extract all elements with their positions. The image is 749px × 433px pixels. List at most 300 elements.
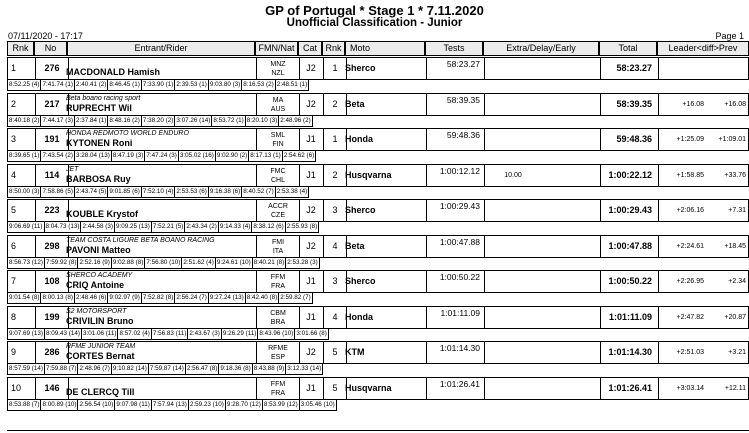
- lap-time: 8:56.73 (12): [7, 258, 45, 269]
- row-main: [7, 235, 749, 258]
- column-divider: [35, 94, 36, 115]
- motorcycle-brand: Husqvarna: [345, 382, 392, 393]
- extra-penalty: [493, 307, 533, 328]
- prev-diff: +1:09.01: [718, 136, 746, 143]
- col-moto: Moto: [345, 41, 425, 56]
- column-divider: [426, 94, 427, 115]
- motorcycle-brand: Beta: [345, 98, 365, 109]
- lap-time: 2:56.54 (10): [77, 400, 115, 411]
- page-subtitle: Unofficial Classification - Junior: [286, 17, 463, 29]
- lap-time: 2:48.46 (6): [74, 293, 108, 304]
- lap-time: 2:55.93 (8): [285, 222, 319, 233]
- lap-time: 8:39.65 (1): [7, 151, 41, 162]
- bib-number: 191: [44, 134, 60, 144]
- column-divider: [484, 271, 485, 292]
- lap-time: 8:48.16 (2): [107, 116, 141, 127]
- prev-diff: +18.45: [724, 242, 746, 250]
- rank: 4: [11, 169, 17, 180]
- leader-diff: [658, 58, 704, 79]
- lap-time: 9:06.69 (11): [7, 222, 45, 233]
- lap-time: 8:42.40 (8): [245, 293, 279, 304]
- total-time: 59:48.36: [616, 134, 652, 144]
- column-divider: [484, 342, 485, 363]
- rank: 5: [11, 205, 17, 215]
- rider-name: KYTONEN Roni: [66, 138, 133, 148]
- prev-diff: +12.11: [724, 384, 746, 392]
- column-divider: [600, 307, 601, 328]
- tests-time: 1:01:14.30: [439, 343, 480, 353]
- column-divider: [426, 307, 427, 328]
- column-divider: [484, 94, 485, 115]
- lap-times: [7, 116, 312, 127]
- lap-times: [7, 80, 308, 91]
- rank: 7: [11, 276, 17, 286]
- lap-time: 8:09.43 (14): [44, 329, 82, 340]
- rider-name: BARBOSA Ruy: [66, 173, 131, 184]
- lap-time: 8:47.19 (3): [111, 151, 145, 162]
- row-main: [7, 57, 749, 80]
- table-row: [7, 341, 749, 375]
- lap-time: 2:43.74 (5): [74, 187, 108, 198]
- bib-number: 146: [44, 382, 60, 393]
- lap-time: 9:09.25 (13): [114, 222, 152, 233]
- lap-time: 2:48.96 (7): [77, 364, 111, 375]
- category-rank: 4: [332, 240, 338, 251]
- leader-diff: +2:26.95: [676, 278, 704, 285]
- column-divider: [600, 342, 601, 363]
- column-divider: [600, 378, 601, 399]
- column-divider: [484, 165, 485, 186]
- nationality: FIN: [272, 141, 284, 148]
- lap-times: [7, 258, 319, 269]
- lap-time: 8:57.02 (4): [117, 329, 151, 340]
- lap-time: 9:02.97 (9): [107, 293, 141, 304]
- table-row: [7, 57, 749, 91]
- motorcycle-brand: Beta: [345, 240, 365, 251]
- lap-time: 9:26.29 (11): [221, 329, 259, 340]
- lap-time: 8:00.89 (10): [40, 400, 78, 411]
- column-divider: [35, 58, 36, 79]
- lap-time: 7:58.86 (5): [40, 187, 74, 198]
- leader-diff: +2:24.61: [676, 242, 704, 250]
- tests-time: 1:00:29.43: [439, 201, 480, 211]
- column-divider: [484, 58, 485, 79]
- lap-time: 2:53.53 (6): [174, 187, 208, 198]
- rank: 1: [11, 63, 17, 73]
- lap-time: 7:38.20 (2): [141, 116, 175, 127]
- column-divider: [600, 271, 601, 292]
- row-main: [7, 377, 749, 400]
- bib-number: 223: [44, 205, 60, 215]
- nationality: ITA: [272, 247, 284, 255]
- category-rank: 3: [332, 276, 338, 286]
- federation: FFM: [270, 380, 286, 388]
- federation: MA: [272, 96, 284, 104]
- column-divider: [35, 342, 36, 363]
- lap-time: 3:05.46 (10): [299, 400, 337, 411]
- lap-time: 2:59.23 (10): [188, 400, 226, 411]
- column-divider: [256, 129, 257, 150]
- lap-time: 2:48.51 (1): [275, 80, 309, 91]
- leader-diff: +2:06.16: [676, 207, 704, 214]
- column-divider: [600, 200, 601, 221]
- col-cat-rnk: Rnk: [322, 41, 345, 56]
- col-cat: Cat: [298, 41, 322, 56]
- lap-times: [7, 222, 318, 233]
- tests-time: 1:00:12.12: [439, 165, 480, 176]
- leader-diff: +16.08: [682, 100, 704, 108]
- team-name: SHERCO ACADEMY: [66, 272, 133, 279]
- lap-time: 2:40.41 (2): [74, 80, 108, 91]
- row-main: [7, 341, 749, 364]
- table-header: [7, 41, 749, 57]
- federation-nat: [258, 273, 298, 294]
- lap-time: 2:59.82 (7): [278, 293, 312, 304]
- category-rank: 1: [332, 134, 338, 144]
- tests-time: 1:00:47.88: [439, 236, 480, 247]
- col-tests: Tests: [425, 41, 483, 56]
- rider-name: RUPRECHT Wil: [66, 102, 132, 113]
- column-divider: [256, 94, 257, 115]
- team-name: HONDA REDMOTO WORLD ENDURO: [66, 130, 189, 137]
- federation-nat: [258, 96, 298, 117]
- lap-time: 7:33.90 (1): [141, 80, 175, 91]
- lap-time: 8:53.99 (12): [262, 400, 300, 411]
- tests-time: 58:23.27: [446, 59, 480, 69]
- team-name: RFME JUNIOR TEAM: [66, 343, 136, 350]
- lap-time: 2:54.62 (6): [282, 151, 316, 162]
- column-divider: [256, 58, 257, 79]
- lap-time: 7:47.24 (3): [144, 151, 178, 162]
- rank: 2: [11, 98, 17, 109]
- category: J1: [306, 134, 316, 144]
- lap-time: 9:14.33 (4): [218, 222, 252, 233]
- category: J2: [306, 63, 316, 73]
- total-time: 58:39.35: [616, 98, 652, 109]
- lap-time: 9:01.85 (6): [107, 187, 141, 198]
- lap-times: [7, 151, 315, 162]
- lap-time: 8:53.72 (1): [211, 116, 245, 127]
- column-divider: [426, 378, 427, 399]
- team-name: JET: [66, 165, 79, 173]
- federation: FFM: [270, 274, 286, 281]
- lap-times: [7, 293, 312, 304]
- lap-time: 2:51.62 (4): [181, 258, 215, 269]
- category-rank: 1: [332, 63, 338, 73]
- federation-nat: [258, 380, 298, 401]
- table-row: [7, 128, 749, 162]
- federation: ACCR: [268, 203, 288, 210]
- bib-number: 298: [44, 240, 60, 251]
- lap-time: 7:52.82 (8): [141, 293, 175, 304]
- lap-time: 9:03.80 (3): [208, 80, 242, 91]
- lap-time: 9:28.70 (12): [225, 400, 263, 411]
- lap-time: 3:01.06 (11): [81, 329, 119, 340]
- page-title: GP of Portugal * Stage 1 * 7.11.2020: [265, 3, 484, 18]
- prev-diff: +3.21: [728, 349, 746, 356]
- col-no: No: [34, 41, 67, 56]
- total-time: 1:00:22.12: [608, 169, 652, 180]
- motorcycle-brand: Sherco: [345, 276, 376, 286]
- column-divider: [484, 200, 485, 221]
- total-time: 58:23.27: [616, 63, 652, 73]
- column-divider: [426, 200, 427, 221]
- column-divider: [256, 342, 257, 363]
- lap-time: 7:43.54 (2): [40, 151, 74, 162]
- leader-diff: +1:25.09: [676, 136, 704, 143]
- rank: 6: [11, 240, 17, 251]
- column-divider: [256, 165, 257, 186]
- category: J1: [306, 382, 316, 393]
- lap-times: [7, 187, 308, 198]
- category-rank: 3: [332, 205, 338, 215]
- lap-time: 9:10.82 (14): [111, 364, 149, 375]
- federation-nat: [258, 60, 298, 81]
- rank: 8: [11, 311, 17, 322]
- prev-diff: +20.87: [724, 313, 746, 321]
- rider-name: CRIQ Antoine: [66, 280, 125, 290]
- total-time: 1:00:29.43: [608, 205, 652, 215]
- lap-time: 2:37.84 (1): [74, 116, 108, 127]
- lap-time: 9:07.69 (13): [7, 329, 45, 340]
- motorcycle-brand: KTM: [345, 347, 365, 357]
- rank: 10: [11, 382, 22, 393]
- rank: 9: [11, 347, 17, 357]
- federation-nat: [258, 131, 298, 152]
- column-divider: [256, 236, 257, 257]
- lap-time: 7:59.92 (8): [44, 258, 78, 269]
- row-main: [7, 93, 749, 116]
- tests-time: 1:01:11.09: [440, 307, 480, 318]
- column-divider: [256, 200, 257, 221]
- lap-times: [7, 400, 336, 411]
- lap-time: 8:40.52 (7): [241, 187, 275, 198]
- nationality: FRA: [271, 389, 285, 397]
- category-rank: 5: [332, 382, 338, 393]
- column-divider: [426, 271, 427, 292]
- tests-time: 1:00:50.22: [439, 272, 480, 282]
- table-row: [7, 377, 749, 411]
- col-rider: Entrant/Rider: [67, 41, 255, 56]
- leader-diff: +1:58.85: [676, 171, 704, 179]
- federation: FMC: [270, 167, 286, 175]
- column-divider: [35, 378, 36, 399]
- column-divider: [35, 129, 36, 150]
- extra-penalty: [493, 129, 533, 150]
- lap-time: 3:07.26 (14): [174, 116, 212, 127]
- category: J2: [306, 98, 316, 109]
- federation-nat: [258, 344, 298, 365]
- category: J2: [306, 205, 316, 215]
- column-divider: [35, 307, 36, 328]
- federation: CBM: [270, 309, 286, 317]
- category: J1: [306, 169, 316, 180]
- total-time: 1:01:26.41: [608, 382, 652, 393]
- category-rank: 4: [332, 311, 338, 322]
- lap-time: 7:52.21 (5): [151, 222, 185, 233]
- extra-penalty: [493, 236, 533, 257]
- lap-time: 8:16.53 (2): [241, 80, 275, 91]
- lap-time: 8:20.10 (3): [245, 116, 279, 127]
- team-name: TEAM COSTA LIGURE BETA BOANO RACING: [66, 236, 215, 244]
- prev-diff: +16.08: [724, 100, 746, 108]
- print-datetime: 07/11/2020 - 17:17: [8, 31, 83, 41]
- motorcycle-brand: Husqvarna: [345, 169, 392, 180]
- category: J2: [306, 347, 316, 357]
- lap-time: 7:56.80 (10): [144, 258, 182, 269]
- column-divider: [600, 236, 601, 257]
- lap-time: 8:17.13 (1): [248, 151, 282, 162]
- lap-time: 9:01.54 (8): [7, 293, 41, 304]
- table-row: [7, 235, 749, 269]
- column-divider: [35, 271, 36, 292]
- rank: 3: [11, 134, 17, 144]
- page-number: Page 1: [715, 31, 744, 41]
- lap-time: 7:56.83 (11): [151, 329, 189, 340]
- federation: SML: [270, 132, 286, 139]
- lap-time: 3:05.02 (16): [178, 151, 216, 162]
- lap-time: 8:57.59 (14): [7, 364, 45, 375]
- rider-name: PAVONI Matteo: [66, 244, 131, 255]
- bib-number: 217: [44, 98, 60, 109]
- column-divider: [600, 129, 601, 150]
- nationality: BRA: [270, 318, 286, 326]
- col-total: Total: [599, 41, 657, 56]
- lap-time: 9:07.98 (11): [114, 400, 152, 411]
- column-divider: [256, 378, 257, 399]
- column-divider: [426, 165, 427, 186]
- lap-time: 8:46.45 (1): [107, 80, 141, 91]
- federation-nat: [258, 202, 298, 223]
- tests-time: 59:48.36: [446, 130, 480, 140]
- row-main: [7, 306, 749, 329]
- column-divider: [600, 58, 601, 79]
- lap-time: 2:56.47 (8): [185, 364, 219, 375]
- prev-diff: +7.31: [728, 207, 746, 214]
- lap-times: [7, 364, 322, 375]
- rider-name: DE CLERCQ Till: [66, 386, 135, 397]
- extra-penalty: [493, 271, 533, 292]
- lap-time: 2:52.16 (9): [77, 258, 111, 269]
- prev-diff: [706, 58, 746, 79]
- lap-times: [7, 329, 328, 340]
- motorcycle-brand: Sherco: [345, 205, 376, 215]
- lap-time: 7:59.88 (7): [44, 364, 78, 375]
- lap-time: 8:52.25 (4): [7, 80, 41, 91]
- column-divider: [426, 58, 427, 79]
- column-divider: [484, 307, 485, 328]
- category: J1: [306, 311, 316, 322]
- motorcycle-brand: Honda: [345, 134, 373, 144]
- lap-time: 9:18.36 (8): [218, 364, 252, 375]
- category-rank: 2: [332, 98, 338, 109]
- lap-time: 8:43.96 (10): [257, 329, 295, 340]
- nationality: FRA: [271, 283, 285, 290]
- category: J1: [306, 276, 316, 286]
- federation: FMI: [271, 238, 285, 246]
- bib-number: 276: [44, 63, 60, 73]
- col-rnk: Rnk: [7, 41, 34, 56]
- column-divider: [35, 236, 36, 257]
- total-time: 1:00:47.88: [608, 240, 652, 251]
- row-main: [7, 270, 749, 293]
- column-divider: [600, 165, 601, 186]
- column-divider: [484, 236, 485, 257]
- lap-time: 9:27.24 (13): [208, 293, 246, 304]
- lap-time: 8:00.13 (8): [40, 293, 74, 304]
- team-name: S2 MOTORSPORT: [66, 307, 127, 315]
- motorcycle-brand: Honda: [345, 311, 373, 322]
- lap-time: 8:50.00 (3): [7, 187, 41, 198]
- lap-time: 9:02.88 (8): [111, 258, 145, 269]
- lap-time: 9:16.38 (6): [208, 187, 242, 198]
- motorcycle-brand: Sherco: [345, 63, 376, 73]
- federation-nat: [258, 167, 298, 188]
- nationality: CHL: [270, 176, 285, 184]
- table-row: [7, 306, 749, 340]
- nationality: AUS: [270, 105, 286, 113]
- table-row: [7, 199, 749, 233]
- lap-time: 2:43.34 (2): [184, 222, 218, 233]
- nationality: ESP: [270, 354, 285, 361]
- extra-penalty: [493, 378, 533, 399]
- rider-name: MACDONALD Hamish: [66, 67, 161, 77]
- row-main: [7, 199, 749, 222]
- extra-penalty: [493, 58, 533, 79]
- federation: MNZ: [270, 61, 286, 68]
- lap-time: 8:43.88 (9): [252, 364, 286, 375]
- lap-time: 8:53.88 (7): [7, 400, 41, 411]
- lap-time: 2:44.58 (3): [80, 222, 114, 233]
- lap-time: 2:53.38 (4): [275, 187, 309, 198]
- nationality: NZL: [271, 70, 285, 77]
- table-row: [7, 93, 749, 127]
- leader-diff: +2:51.03: [676, 349, 704, 356]
- category-rank: 5: [332, 347, 338, 357]
- federation: RFME: [268, 345, 288, 352]
- col-leader-diff: Leader<diff>Prev: [657, 41, 749, 56]
- lap-time: 7:44.17 (3): [40, 116, 74, 127]
- leader-diff: +2:47.82: [676, 313, 704, 321]
- column-divider: [426, 236, 427, 257]
- lap-time: 2:48.96 (2): [278, 116, 312, 127]
- total-time: 1:00:50.22: [608, 276, 652, 286]
- extra-penalty: [493, 94, 533, 115]
- row-main: [7, 164, 749, 187]
- rider-name: CORTES Bernat: [66, 351, 135, 361]
- extra-penalty: [493, 200, 533, 221]
- federation-nat: [258, 309, 298, 330]
- table-row: [7, 270, 749, 304]
- category: J2: [306, 240, 316, 251]
- category-rank: 2: [332, 169, 338, 180]
- lap-time: 2:43.67 (3): [187, 329, 221, 340]
- lap-time: 7:41.74 (1): [40, 80, 74, 91]
- column-divider: [600, 94, 601, 115]
- lap-time: 9:24.61 (10): [215, 258, 253, 269]
- nationality: CZE: [271, 212, 285, 219]
- prev-diff: +2.34: [728, 278, 746, 285]
- lap-time: 7:57.94 (13): [151, 400, 189, 411]
- lap-time: 8:40.21 (8): [252, 258, 286, 269]
- column-divider: [484, 378, 485, 399]
- lap-time: 9:02.90 (2): [215, 151, 249, 162]
- total-time: 1:01:11.09: [608, 311, 652, 322]
- tests-time: 1:01:26.41: [439, 378, 480, 389]
- extra-penalty: 10.00: [504, 171, 522, 179]
- table-row: [7, 164, 749, 198]
- column-divider: [426, 342, 427, 363]
